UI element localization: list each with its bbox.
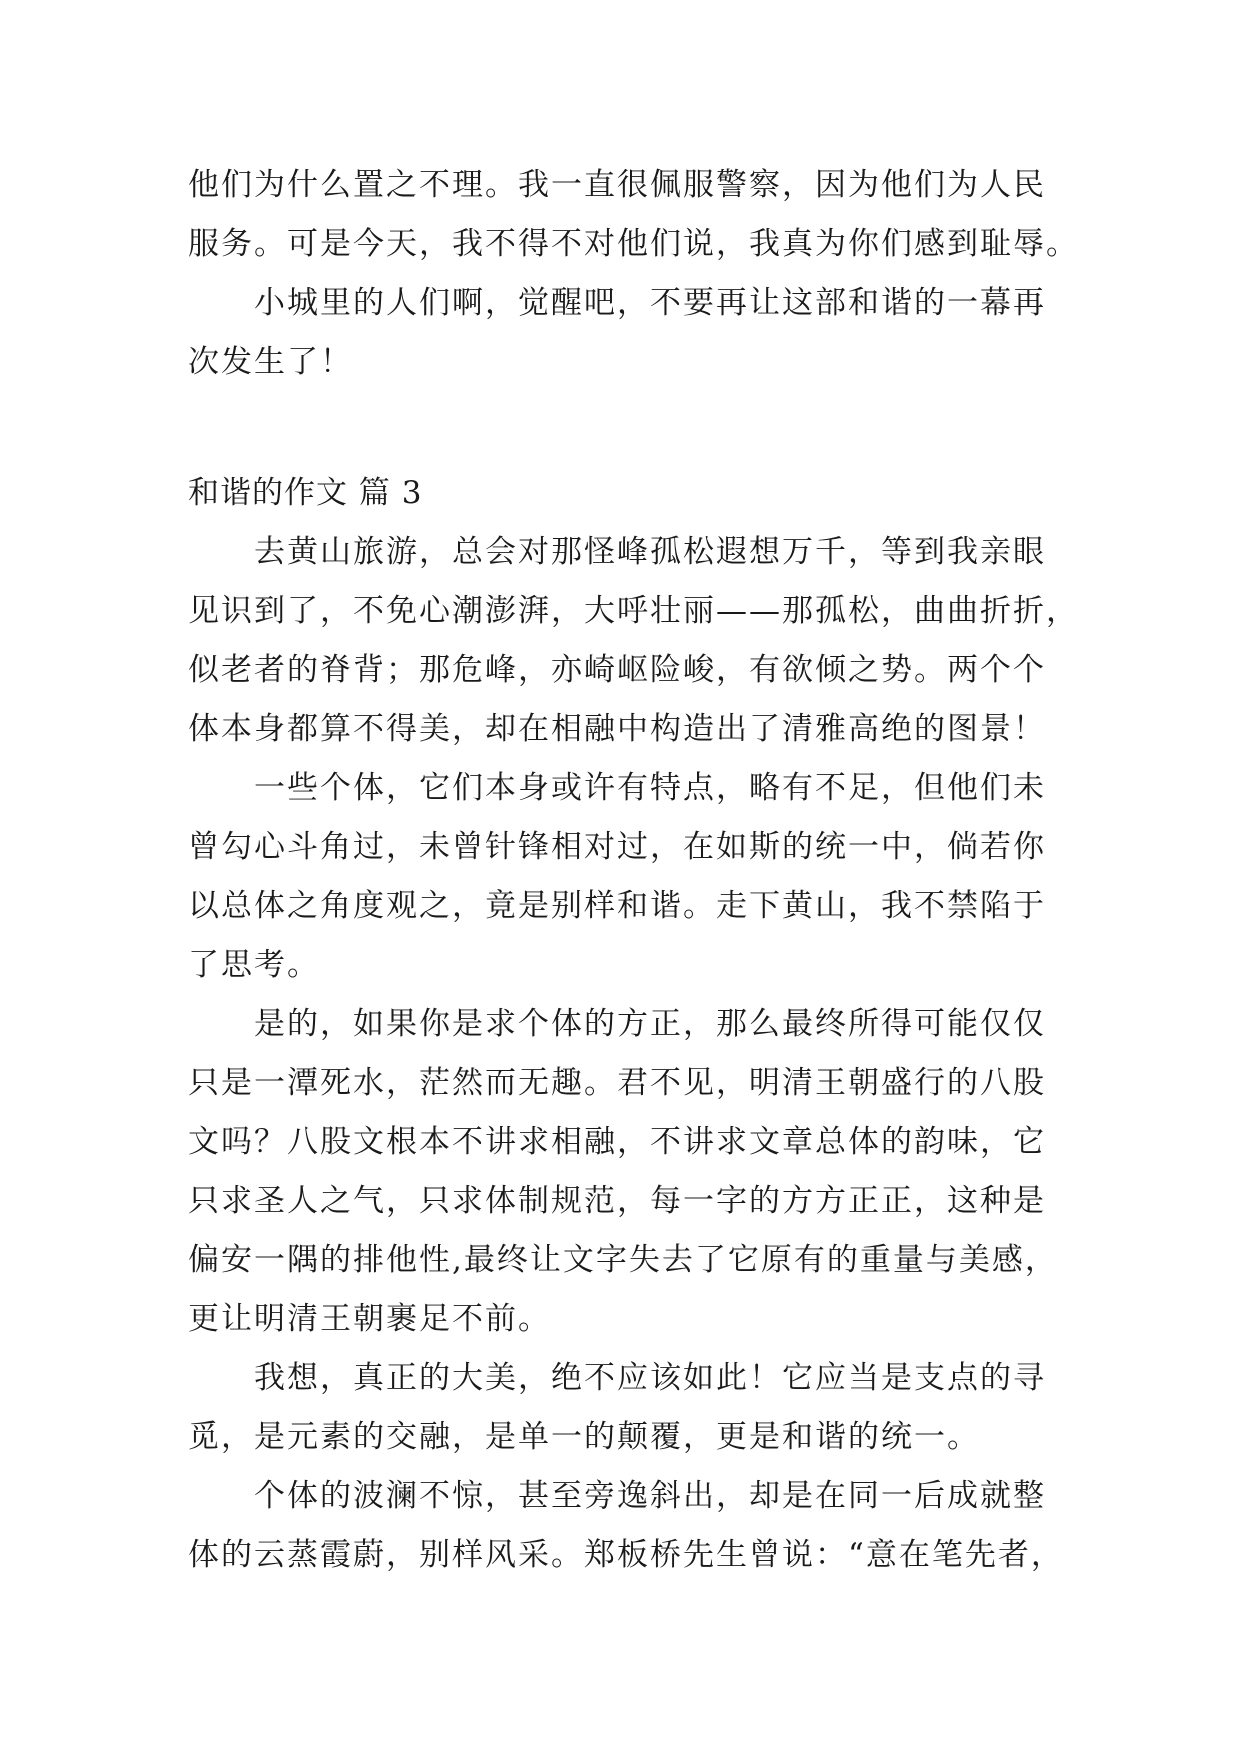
section-title: 和谐的作文 篇 3 [188, 475, 423, 511]
text-line: 去黄山旅游，总会对那怪峰孤松遐想万千，等到我亲眼 [254, 534, 1046, 570]
text-line: 一些个体，它们本身或许有特点，略有不足，但他们未 [254, 770, 1046, 806]
text-line: 个体的波澜不惊，甚至旁逸斜出，却是在同一后成就整 [254, 1478, 1046, 1514]
paragraph [188, 1467, 1068, 1585]
text-line: 文吗？八股文根本不讲求相融，不讲求文章总体的韵味，它 [188, 1124, 1046, 1160]
text-line: 服务。可是今天，我不得不对他们说，我真为你们感到耻辱。 [188, 226, 1079, 262]
text-line: 他们为什么置之不理。我一直很佩服警察，因为他们为人民 [188, 167, 1046, 203]
paragraph [188, 523, 1079, 759]
text-line: 以总体之角度观之，竟是别样和谐。走下黄山，我不禁陷于 [188, 888, 1046, 924]
text-line: 了思考。 [188, 947, 320, 983]
text-line: 次发生了！ [188, 344, 353, 380]
text-line: 偏安一隅的排他性,最终让文字失去了它原有的重量与美感， [188, 1242, 1058, 1278]
text-line: 觅，是元素的交融，是单一的颠覆，更是和谐的统一。 [188, 1419, 980, 1455]
section-spacer [188, 392, 1068, 464]
text-line: 我想，真正的大美，绝不应该如此！它应当是支点的寻 [254, 1360, 1046, 1396]
paragraph [188, 156, 1079, 274]
text-line: 只是一潭死水，茫然而无趣。君不见，明清王朝盛行的八股 [188, 1065, 1046, 1101]
text-line: 是的，如果你是求个体的方正，那么最终所得可能仅仅 [254, 1006, 1046, 1042]
text-line: 见识到了，不免心潮澎湃，大呼壮丽——那孤松，曲曲折折， [188, 593, 1079, 629]
document-body [188, 156, 1079, 1585]
paragraph [188, 995, 1068, 1349]
paragraph [188, 1349, 1068, 1467]
text-line: 体的云蒸霞蔚，别样风采。郑板桥先生曾说：“意在笔先者， [188, 1537, 1064, 1573]
text-line: 只求圣人之气，只求体制规范，每一字的方方正正，这种是 [188, 1183, 1046, 1219]
text-line: 似老者的脊背；那危峰，亦崎岖险峻，有欲倾之势。两个个 [188, 652, 1046, 688]
paragraph [188, 759, 1068, 995]
text-line: 曾勾心斗角过，未曾针锋相对过，在如斯的统一中，倘若你 [188, 829, 1046, 865]
text-line: 小城里的人们啊，觉醒吧，不要再让这部和谐的一幕再 [254, 285, 1046, 321]
text-line: 更让明清王朝裹足不前。 [188, 1301, 551, 1337]
text-line: 体本身都算不得美，却在相融中构造出了清雅高绝的图景！ [188, 711, 1046, 747]
paragraph [188, 274, 1068, 392]
